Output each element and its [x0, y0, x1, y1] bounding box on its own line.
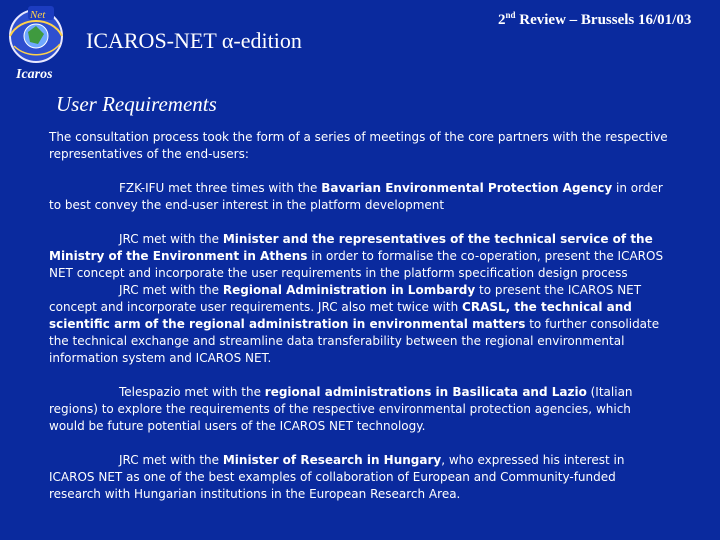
- meeting-jrc-lombardy: JRC met with the Regional Administration in Lombardy to present the ICAROS NET concept and incorporate user requirements. JRC also met twice with CRASL, the technical and scientific arm of the regional administration in environmental matters to further consolidate the technical exchange and streamline data transferability between the regional environmental information system and ICAROS NET.: [49, 283, 660, 365]
- slide-heading: User Requirements: [56, 92, 217, 116]
- intro-paragraph: The consultation process took the form of a series of meetings of the core partners with the respective representatives of the end-users:: [49, 130, 668, 161]
- meeting-jrc-athens: JRC met with the Minister and the representatives of the technical service of the Ministry of the Environment in Athens in order to formalise the co-operation, present the ICAROS NET concept and incorporate the user requirements in the platform specification design process: [49, 232, 664, 280]
- logo-icaros-text: Icaros: [16, 67, 53, 82]
- meeting-jrc-hungary: JRC met with the Minister of Research in Hungary, who expressed his interest in ICAROS NET as one of the best examples of collaboration of European and Community-funded research with Hungarian institutions in the European Research Area.: [49, 453, 625, 501]
- review-date-label: 2nd Review – Brussels 16/01/03: [498, 10, 692, 28]
- slide-body: [49, 129, 669, 503]
- meeting-fzk-ifu: FZK-IFU met three times with the Bavarian Environmental Protection Agency in order to best convey the end-user interest in the platform development: [49, 181, 663, 212]
- presentation-title: ICAROS-NET α-edition: [86, 28, 302, 53]
- icaros-net-logo: [2, 6, 72, 82]
- meeting-telespazio: Telespazio met with the regional administrations in Basilicata and Lazio (Italian regions) to explore the requirements of the respective environmental protection agencies, which would be future potential users of the ICAROS NET technology.: [49, 385, 633, 433]
- logo-net-text: Net: [30, 9, 46, 21]
